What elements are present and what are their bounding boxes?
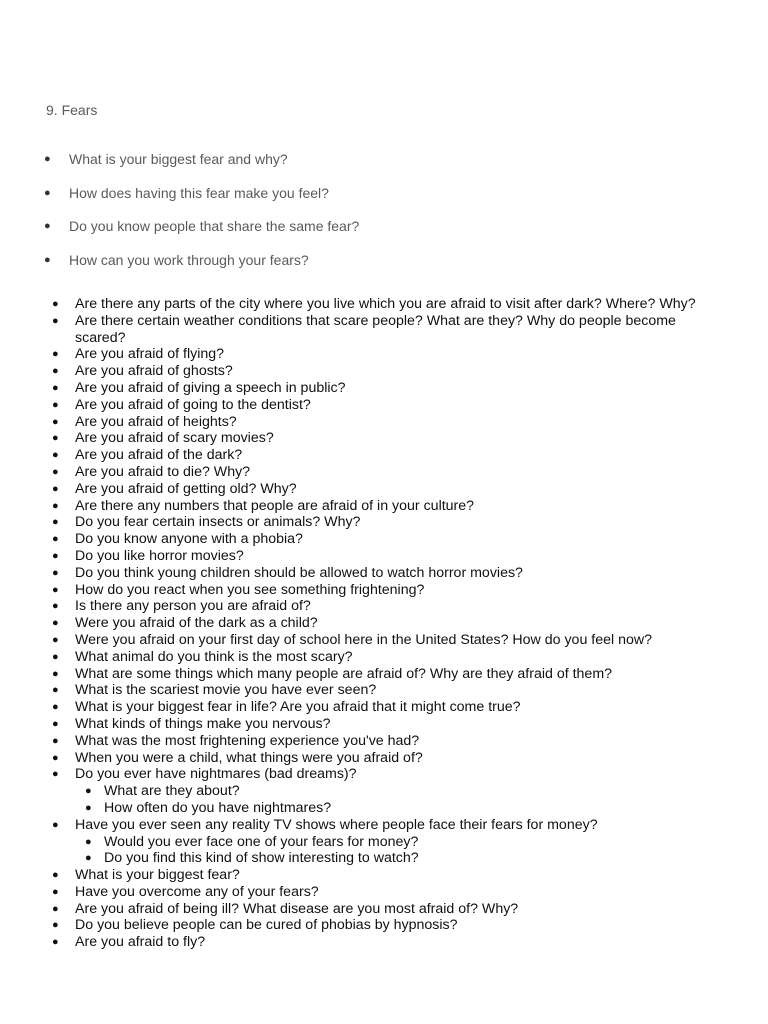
question-item: [0, 682, 768, 699]
bullet-icon: ●: [52, 818, 59, 831]
bullet-icon: ●: [52, 398, 59, 411]
question-text: Are you afraid of heights?: [75, 413, 237, 430]
question-item: [0, 498, 768, 515]
question-item: [0, 934, 768, 951]
intro-question: [0, 150, 768, 184]
question-item: [0, 666, 768, 683]
question-text: Do you ever have nightmares (bad dreams)?: [75, 766, 357, 783]
sub-question-item: [75, 850, 728, 867]
question-text: What is your biggest fear in life? Are you afraid that it might come true?: [75, 699, 521, 716]
bullet-icon: ●: [52, 684, 59, 697]
bullet-icon: ●: [52, 667, 59, 680]
bullet-icon: ●: [44, 153, 51, 165]
bullet-icon: ●: [85, 835, 92, 848]
question-item: [0, 447, 768, 464]
question-item: [0, 649, 768, 666]
bullet-icon: ●: [52, 432, 59, 445]
question-item: [0, 548, 768, 565]
question-item: [0, 296, 768, 313]
intro-question-text: Do you know people that share the same fear?: [69, 218, 360, 234]
bullet-icon: ●: [85, 852, 92, 865]
question-text: Have you ever seen any reality TV shows where people face their fears for money?: [75, 816, 598, 833]
question-text: When you were a child, what things were you afraid of?: [75, 749, 423, 766]
question-item: [0, 598, 768, 615]
bullet-icon: ●: [85, 785, 92, 798]
bullet-icon: ●: [44, 186, 51, 199]
bullet-icon: ●: [52, 885, 59, 898]
question-text: Were you afraid on your first day of school here in the United States? How do you feel now?: [75, 631, 653, 648]
question-item: [0, 397, 768, 414]
bullet-icon: ●: [52, 549, 59, 562]
bullet-icon: ●: [85, 801, 92, 814]
question-item: [0, 346, 768, 363]
question-text: What animal do you think is the most scary?: [75, 648, 353, 665]
question-item: [0, 901, 768, 918]
question-item: [0, 531, 768, 548]
question-item: [0, 867, 768, 884]
bullet-icon: ●: [52, 465, 59, 478]
bullet-icon: ●: [52, 365, 59, 378]
bullet-icon: ●: [52, 381, 59, 394]
question-text: Are there any numbers that people are afraid of in your culture?: [75, 497, 475, 514]
question-list: [0, 296, 768, 951]
question-text: Are you afraid of getting old? Why?: [75, 480, 297, 497]
question-text: Are you afraid of ghosts?: [75, 363, 233, 380]
question-text: Is there any person you are afraid of?: [75, 598, 311, 615]
bullet-icon: ●: [52, 919, 59, 932]
intro-question: [0, 217, 768, 251]
bullet-icon: ●: [52, 533, 59, 546]
question-text: Are you afraid of the dark?: [75, 447, 243, 464]
question-text: Are you afraid of going to the dentist?: [75, 396, 311, 413]
intro-question-text: How can you work through your fears?: [69, 251, 309, 268]
question-text: How do you react when you see something frightening?: [75, 581, 425, 598]
question-item: [0, 750, 768, 767]
bullet-icon: ●: [52, 314, 59, 327]
bullet-icon: ●: [52, 768, 59, 781]
question-item: [0, 733, 768, 750]
question-item: [0, 464, 768, 481]
question-text: Do you think young children should be allowed to watch horror movies?: [75, 564, 523, 581]
bullet-icon: ●: [52, 869, 59, 882]
question-text: Are you afraid of flying?: [75, 346, 225, 363]
question-item: [0, 716, 768, 733]
question-text: What is your biggest fear?: [75, 867, 240, 884]
question-text: Are you afraid to die? Why?: [75, 463, 251, 480]
question-text: Do you believe people can be cured of phobias by hypnosis?: [75, 917, 458, 934]
bullet-icon: ●: [52, 348, 59, 361]
sub-question-text: Would you ever face one of your fears for money?: [104, 833, 419, 850]
bullet-icon: ●: [52, 298, 59, 310]
bullet-icon: ●: [52, 936, 59, 949]
question-item: [0, 313, 768, 347]
bullet-icon: ●: [52, 449, 59, 462]
bullet-icon: ●: [52, 902, 59, 915]
bullet-icon: ●: [52, 516, 59, 529]
sub-question-text: What are they about?: [104, 783, 240, 800]
sub-question-item: [75, 834, 728, 851]
intro-question-text: What is your biggest fear and why?: [69, 151, 288, 167]
question-item: [0, 481, 768, 498]
bullet-icon: ●: [52, 499, 59, 512]
question-item: [0, 766, 768, 816]
question-item: [0, 414, 768, 431]
question-text: What are some things which many people are afraid of? Why are they afraid of them?: [75, 665, 613, 682]
question-text: Do you fear certain insects or animals? Why?: [75, 514, 361, 531]
bullet-icon: ●: [52, 751, 59, 764]
question-item: [0, 817, 768, 867]
question-text: What was the most frightening experience you've had?: [75, 732, 420, 749]
question-item: [0, 582, 768, 599]
question-item: [0, 917, 768, 934]
bullet-icon: ●: [52, 717, 59, 730]
bullet-icon: ●: [52, 650, 59, 663]
question-text: Are there any parts of the city where you live which you are afraid to visit after dark? Where? Why?: [75, 296, 696, 312]
question-item: [0, 565, 768, 582]
question-item: [0, 632, 768, 649]
bullet-icon: ●: [52, 633, 59, 646]
question-item: [0, 699, 768, 716]
bullet-icon: ●: [52, 617, 59, 630]
bullet-icon: ●: [52, 482, 59, 495]
question-text: Do you know anyone with a phobia?: [75, 531, 303, 548]
bullet-icon: ●: [52, 415, 59, 428]
question-text: Have you overcome any of your fears?: [75, 883, 319, 900]
sub-question-list: [75, 834, 728, 868]
question-text: What kinds of things make you nervous?: [75, 715, 331, 732]
intro-question: [0, 251, 768, 285]
bullet-icon: ●: [44, 220, 51, 232]
bullet-icon: ●: [52, 701, 59, 714]
bullet-icon: ●: [52, 600, 59, 613]
question-item: [0, 884, 768, 901]
sub-question-text: Do you find this kind of show interesting to watch?: [104, 850, 419, 867]
question-text: Are you afraid of being ill? What disease are you most afraid of? Why?: [75, 900, 519, 917]
bullet-icon: ●: [52, 566, 59, 579]
question-text: Are you afraid to fly?: [75, 934, 206, 951]
question-text: Do you like horror movies?: [75, 547, 244, 564]
question-text: Were you afraid of the dark as a child?: [75, 615, 318, 632]
question-text: Are you afraid of giving a speech in public?: [75, 379, 346, 396]
question-item: [0, 363, 768, 380]
question-item: [0, 430, 768, 447]
bullet-icon: ●: [52, 734, 59, 747]
question-text: Are there certain weather conditions that scare people? What are they? Why do people become scared?: [75, 312, 676, 346]
bullet-icon: ●: [52, 583, 59, 596]
intro-question: [0, 184, 768, 218]
bullet-icon: ●: [44, 253, 51, 266]
question-item: [0, 615, 768, 632]
question-text: What is the scariest movie you have ever seen?: [75, 682, 377, 699]
sub-question-item: [75, 783, 728, 800]
intro-question-list: [0, 150, 768, 284]
question-item: [0, 514, 768, 531]
section-title: 9. Fears: [46, 102, 98, 118]
intro-question-text: How does having this fear make you feel?: [69, 184, 329, 201]
question-item: [0, 380, 768, 397]
question-text: Are you afraid of scary movies?: [75, 430, 274, 447]
sub-question-item: [75, 800, 728, 817]
sub-question-text: How often do you have nightmares?: [104, 799, 332, 816]
sub-question-list: [75, 783, 728, 817]
